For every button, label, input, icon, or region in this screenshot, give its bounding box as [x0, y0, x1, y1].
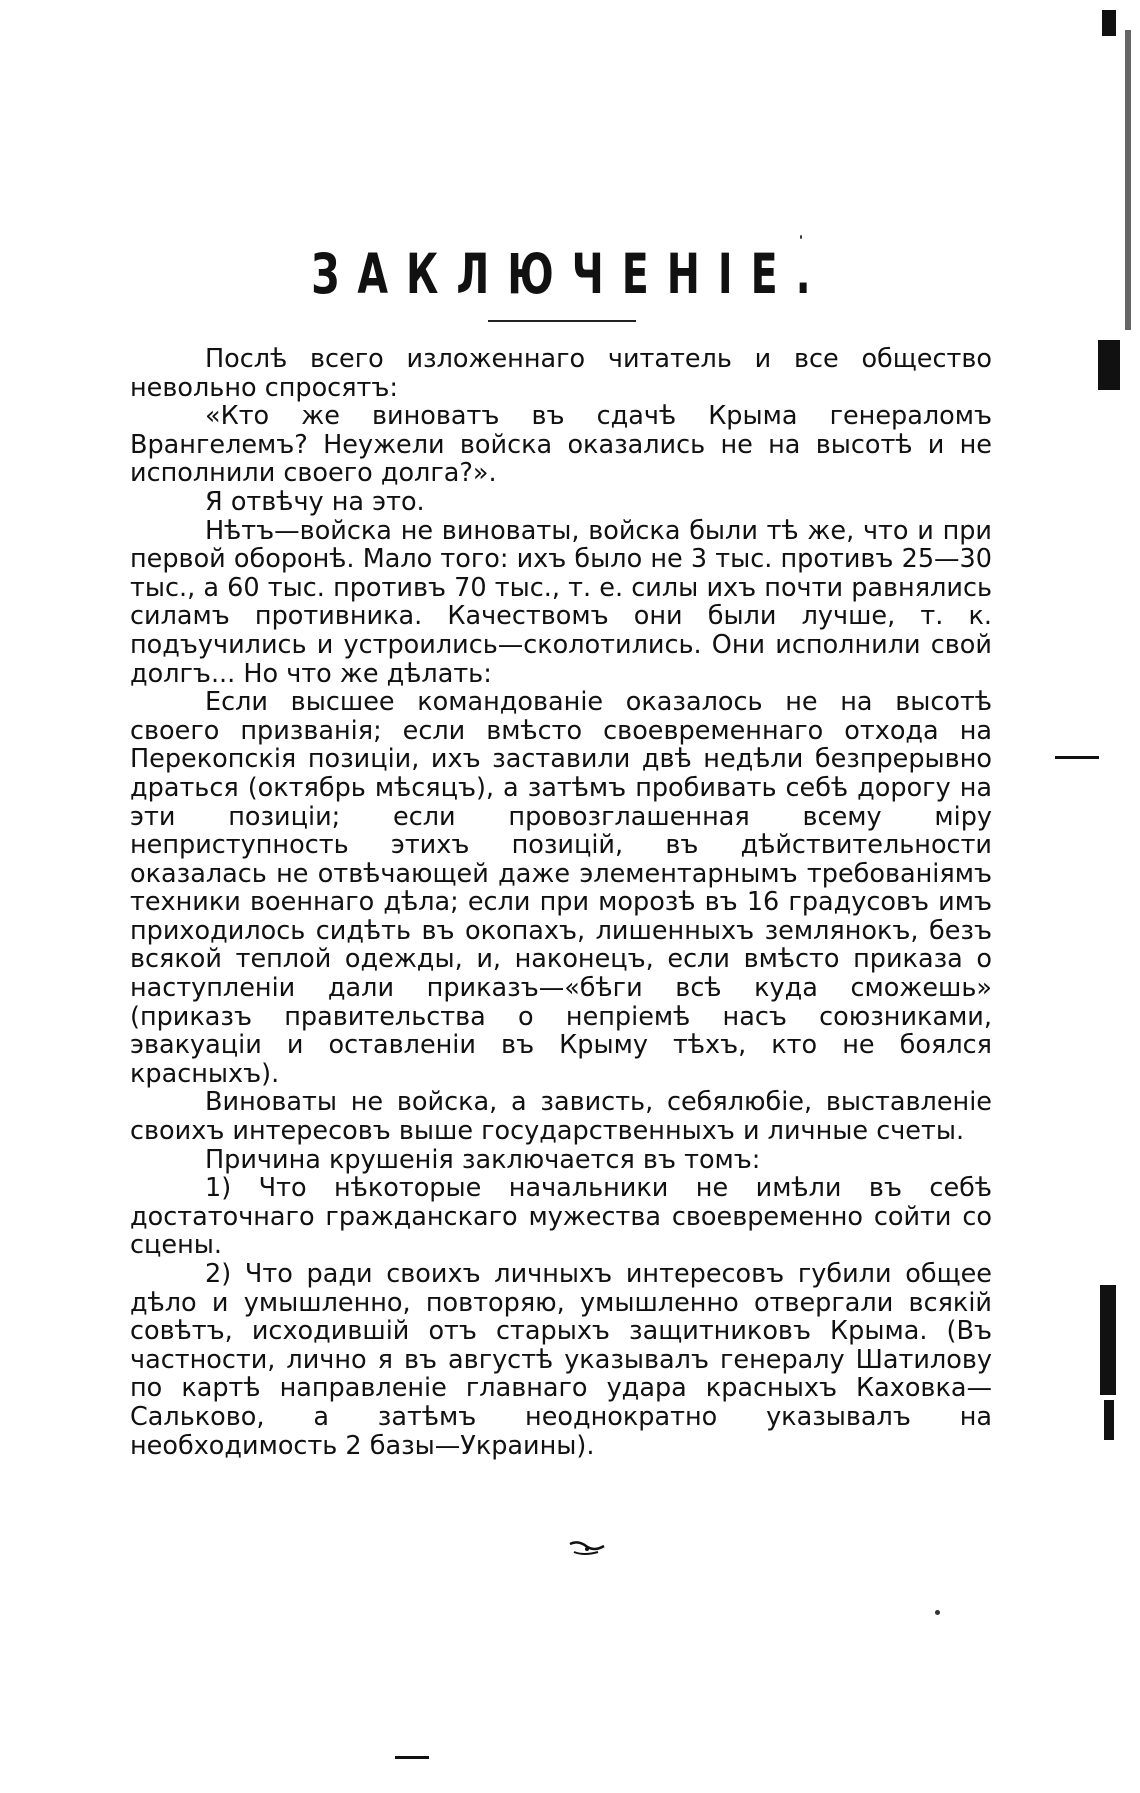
paragraph-troops: Нѣтъ—войска не виноваты, войска были тѣ же, что и при первой оборонѣ. Мало того: ихъ было не 3 тыс. противъ 25—30 тыс., а 60 тыс. противъ 70 тыс., т. е. силы ихъ почти равнялись силамъ противника. Качествомъ они были лучше, т. к. подъучились и устроились—сколотились. Они исполнили свой долгъ... Но что же дѣлать:	[130, 515, 992, 689]
scan-edge-mark	[1100, 1285, 1116, 1395]
list-item-1: 1) Что нѣкоторые начальники не имѣли въ себѣ достаточнаго гражданскаго мужества своевременно сойти со сцены.	[130, 1173, 992, 1261]
scan-edge-mark	[1104, 1400, 1114, 1440]
scan-edge-mark	[1055, 756, 1099, 759]
chapter-title: ЗАКЛЮЧЕНІЕ.	[311, 243, 829, 307]
end-ornament-icon	[568, 1538, 606, 1558]
scan-edge-mark	[1125, 30, 1131, 330]
scan-edge-mark	[395, 1756, 429, 1759]
paragraph-question: «Кто же виноватъ въ сдачѣ Крыма генераломъ Врангелемъ? Неужели войска оказались не на высотѣ и не исполнили своего долга?».	[130, 401, 992, 489]
body-text	[130, 345, 992, 1460]
scan-speck	[935, 1610, 940, 1615]
scan-edge-mark	[1098, 340, 1120, 390]
title-divider	[488, 320, 636, 322]
paragraph-answer-lead: Я отвѣчу на это.	[205, 486, 425, 517]
scan-speck	[800, 235, 802, 239]
paragraph-blame: Виноваты не войска, а зависть, себялюбіе, выставленіе своихъ интересовъ выше государственныхъ и личные счеты.	[130, 1087, 992, 1147]
list-item-2: 2) Что ради своихъ личныхъ интересовъ губили общее дѣло и умышленно, повторяю, умышленно отвергали всякій совѣтъ, исходившій отъ старыхъ защитниковъ Крыма. (Въ частности, лично я въ августѣ указывалъ генералу Шатилову по картѣ направленіе главнаго удара красныхъ Каховка—Сальково, а затѣмъ неоднократно указывалъ на необходимость 2 базы—Украины).	[130, 1259, 992, 1461]
paragraph-intro: Послѣ всего изложеннаго читатель и все общество невольно спросятъ:	[130, 344, 992, 403]
paragraph-cause: Причина крушенія заключается въ томъ:	[205, 1144, 761, 1175]
scan-edge-mark	[1102, 10, 1116, 36]
paragraph-command: Если высшее командованіе оказалось не на высотѣ своего призванія; если вмѣсто своевременнаго отхода на Перекопскія позиціи, ихъ заставили двѣ недѣли безпрерывно драться (октябрь мѣсяцъ), а затѣмъ пробивать себѣ дорогу на эти позиціи; если провозглашенная всему міру неприступность этихъ позицій, въ дѣйствительности оказалась не отвѣчающей даже элементарнымъ требованіямъ техники военнаго дѣла; если при морозѣ въ 16 градусовъ имъ приходилось сидѣть въ окопахъ, лишенныхъ землянокъ, безъ всякой теплой одежды, и, наконецъ, если вмѣсто приказа о наступленіи дали приказъ—«бѣги всѣ куда сможешь» (приказъ правительства о непріемѣ насъ союзниками, эвакуаціи и оставленіи въ Крыму тѣхъ, кто не боялся красныхъ).	[130, 687, 992, 1089]
